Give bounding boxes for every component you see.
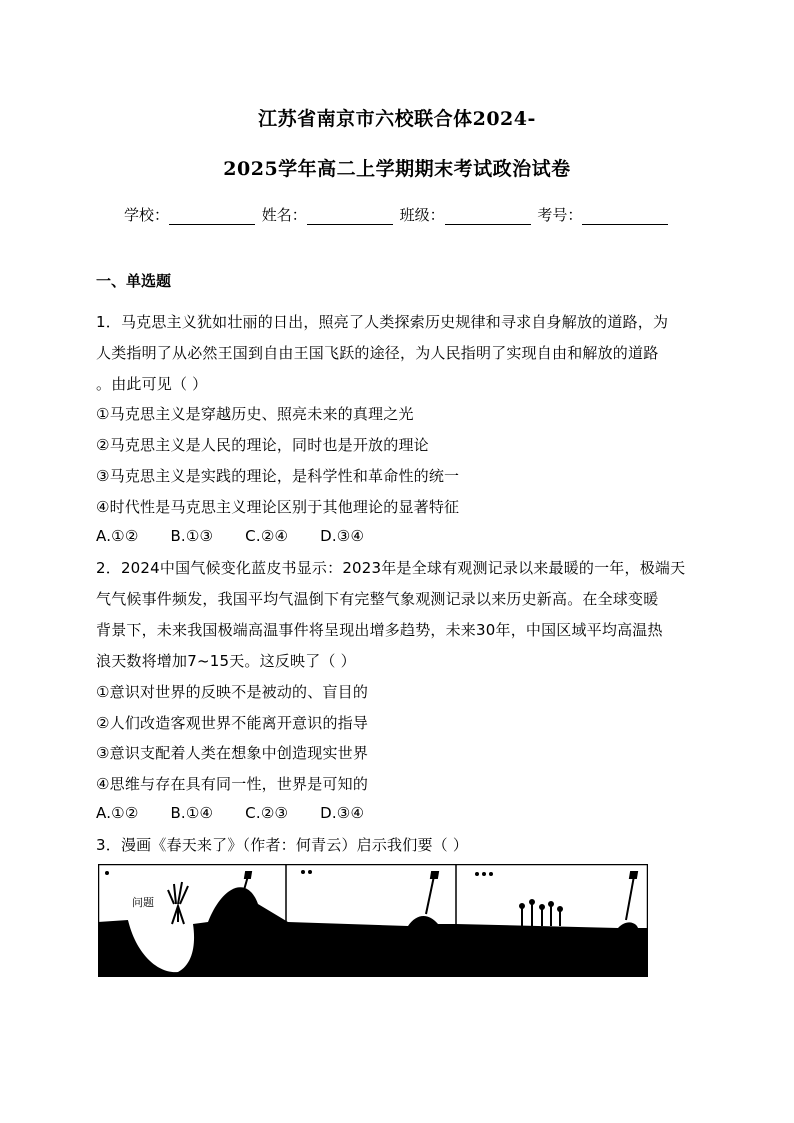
panel3-dot-icon bbox=[475, 872, 479, 876]
q1-option-c[interactable]: C.②④ bbox=[245, 527, 289, 545]
q1-statement-2: ②马克思主义是人民的理论，同时也是开放的理论 bbox=[96, 436, 429, 454]
q2-statement-3: ③意识支配着人类在想象中创造现实世界 bbox=[96, 744, 369, 762]
comic-spring-has-come bbox=[98, 864, 648, 977]
name-blank bbox=[307, 208, 393, 225]
section-heading: 一、单选题 bbox=[96, 272, 172, 290]
comic-problem-label: 问题 bbox=[132, 896, 154, 909]
panel3-dot-icon bbox=[482, 872, 486, 876]
school-blank bbox=[169, 208, 255, 225]
q2-statement-2: ②人们改造客观世界不能离开意识的指导 bbox=[96, 714, 369, 732]
q2-stem-line4: 浪天数将增加7~15天。这反映了（ ） bbox=[96, 652, 356, 670]
name-label: 姓名： bbox=[261, 206, 307, 224]
q3-stem-line1: 3．漫画《春天来了》（作者：何青云）启示我们要（ ） bbox=[96, 836, 469, 854]
q2-statement-1: ①意识对世界的反映不是被动的、盲目的 bbox=[96, 683, 369, 701]
q1-stem-line3: 。由此可见（ ） bbox=[96, 375, 208, 393]
q2-options bbox=[96, 804, 391, 822]
panel2-dot-icon bbox=[308, 870, 312, 874]
panel3-dot-icon bbox=[489, 872, 493, 876]
q1-option-a[interactable]: A.①② bbox=[96, 527, 139, 545]
q2-statement-4: ④思维与存在具有同一性，世界是可知的 bbox=[96, 775, 369, 793]
exam-title-line2: 2025学年高二上学期期末考试政治试卷 bbox=[223, 158, 571, 180]
q1-option-d[interactable]: D.③④ bbox=[320, 527, 365, 545]
panel2-dot-icon bbox=[301, 870, 305, 874]
class-label: 班级： bbox=[399, 206, 445, 224]
q2-option-a[interactable]: A.①② bbox=[96, 804, 139, 822]
q1-statement-1: ①马克思主义是穿越历史、照亮未来的真理之光 bbox=[96, 405, 414, 423]
q2-stem-line2: 气气候事件频发，我国平均气温倒下有完整气象观测记录以来历史新高。在全球变暖 bbox=[96, 590, 659, 608]
q1-statement-3: ③马克思主义是实践的理论，是科学性和革命性的统一 bbox=[96, 467, 460, 485]
student-info-row bbox=[124, 204, 670, 225]
q2-option-c[interactable]: C.②③ bbox=[245, 804, 289, 822]
q1-statement-4: ④时代性是马克思主义理论区别于其他理论的显著特征 bbox=[96, 498, 460, 516]
class-blank bbox=[445, 208, 531, 225]
number-label: 考号： bbox=[537, 206, 583, 224]
exam-title-line1: 江苏省南京市六校联合体2024- bbox=[258, 108, 536, 130]
q2-stem-line3: 背景下，未来我国极端高温事件将呈现出增多趋势，未来30年，中国区域平均高温热 bbox=[96, 621, 663, 639]
number-blank bbox=[582, 208, 668, 225]
panel1-dot-icon bbox=[105, 871, 109, 875]
q2-option-d[interactable]: D.③④ bbox=[320, 804, 365, 822]
q1-stem-line1: 1．马克思主义犹如壮丽的日出，照亮了人类探索历史规律和寻求自身解放的道路，为 bbox=[96, 313, 669, 331]
school-label: 学校： bbox=[124, 206, 170, 224]
q2-option-b[interactable]: B.①④ bbox=[170, 804, 214, 822]
q1-stem-line2: 人类指明了从必然王国到自由王国飞跃的途径，为人民指明了实现自由和解放的道路 bbox=[96, 344, 659, 362]
q2-stem-line1: 2．2024中国气候变化蓝皮书显示：2023年是全球有观测记录以来最暖的一年，极端天 bbox=[96, 559, 686, 577]
q1-option-b[interactable]: B.①③ bbox=[170, 527, 214, 545]
q1-options bbox=[96, 527, 391, 545]
